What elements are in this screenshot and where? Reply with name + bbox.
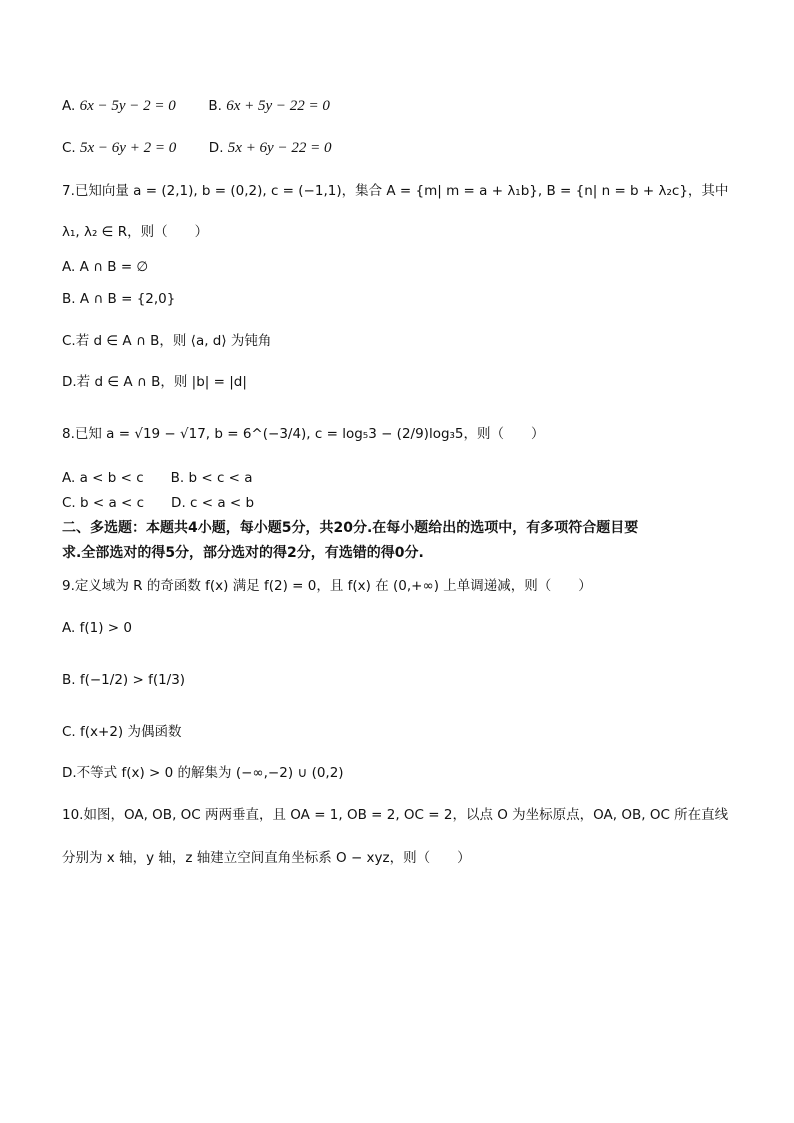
q9-option-b: B. f(−1/2) > f(1/3) bbox=[62, 672, 186, 688]
q7-option-c: C.若 d ∈ A ∩ B，则 ⟨a, d⟩ 为钝角 bbox=[62, 333, 272, 349]
q9-option-c: C. f(x+2) 为偶函数 bbox=[62, 724, 182, 740]
q9-stem: 9.定义域为 R 的奇函数 f(x) 满足 f(2) = 0，且 f(x) 在 (0,+∞) 上单调递减，则（ ） bbox=[62, 578, 592, 594]
section-heading-cont: 求.全部选对的得5分，部分选对的得2分，有选错的得0分. bbox=[62, 545, 424, 561]
q8-stem: 8.已知 a = √19 − √17, b = 6^(−3/4), c = log₅3 − (2/9)log₃5，则（ ） bbox=[62, 426, 545, 442]
q7-stem-cont: λ₁, λ₂ ∈ R，则（ ） bbox=[62, 224, 209, 240]
q8-options-cd: C. b < a < c D. c < a < b bbox=[62, 495, 255, 511]
section-heading: 二、多选题：本题共4小题，每小题5分，共20分.在每小题给出的选项中，有多项符合题目要 bbox=[62, 520, 639, 536]
q9-option-d: D.不等式 f(x) > 0 的解集为 (−∞,−2) ∪ (0,2) bbox=[62, 765, 344, 781]
q7-option-d: D.若 d ∈ A ∩ B，则 |b| = |d| bbox=[62, 374, 247, 390]
q7-stem: 7.已知向量 a = (2,1), b = (0,2), c = (−1,1)，集合 A = {m| m = a + λ₁b}, B = {n| n = b + λ₂c}，其中 bbox=[62, 183, 729, 199]
q6-options-cd: C. 5x − 6y + 2 = 0 D. 5x + 6y − 22 = 0 bbox=[62, 140, 332, 156]
q6-options-ab: A. 6x − 5y − 2 = 0 B. 6x + 5y − 22 = 0 bbox=[62, 98, 330, 114]
q9-option-a: A. f(1) > 0 bbox=[62, 620, 132, 636]
q7-option-a: A. A ∩ B = ∅ bbox=[62, 259, 149, 275]
q10-stem: 10.如图，OA, OB, OC 两两垂直，且 OA = 1, OB = 2, OC = 2，以点 O 为坐标原点，OA, OB, OC 所在直线 bbox=[62, 807, 729, 823]
q8-options-ab: A. a < b < c B. b < c < a bbox=[62, 470, 253, 486]
q7-option-b: B. A ∩ B = {2,0} bbox=[62, 291, 176, 307]
q10-stem-cont: 分别为 x 轴，y 轴，z 轴建立空间直角坐标系 O − xyz，则（ ） bbox=[62, 850, 471, 866]
